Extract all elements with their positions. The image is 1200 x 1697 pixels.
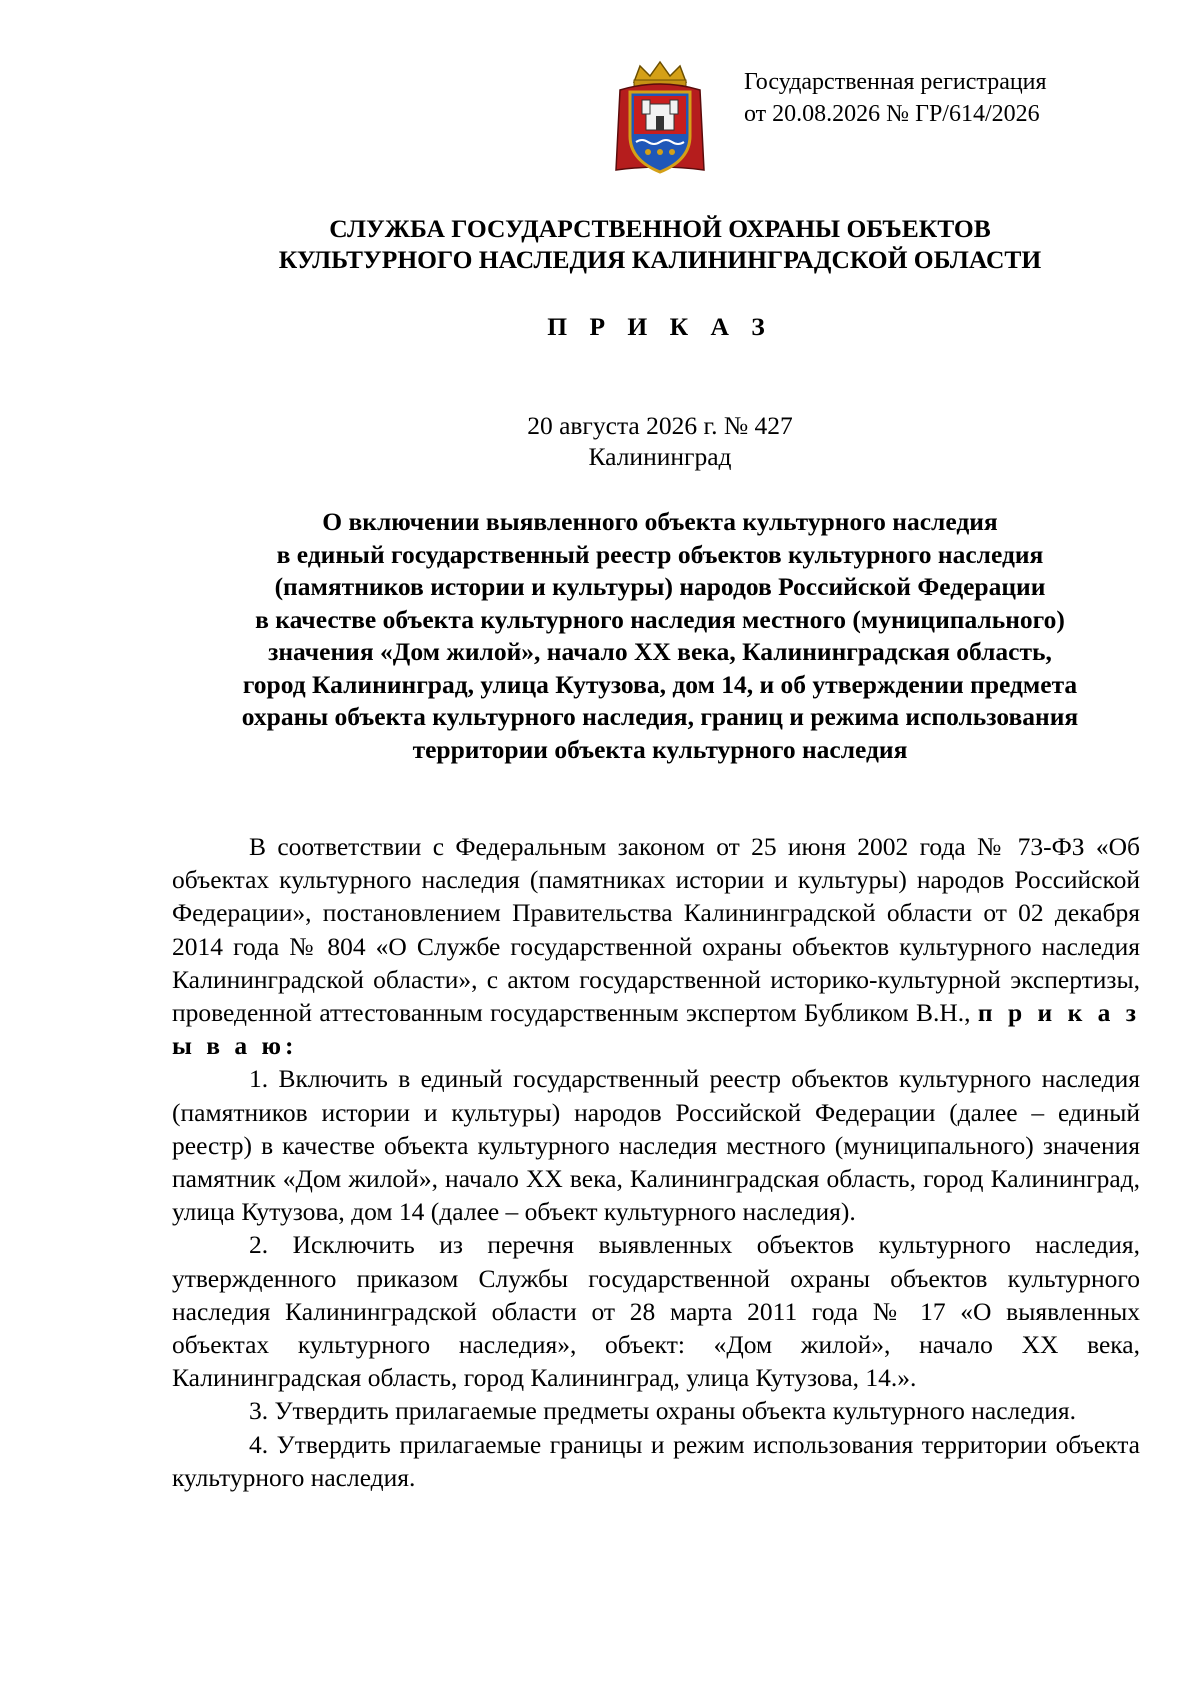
document-date-number: 20 августа 2026 г. № 427 [527,411,793,440]
title-line: О включении выявленного объекта культурного наследия [322,507,998,536]
order-item-1: 1. Включить в единый государственный реестр объектов культурного наследия (памятников истории и культуры) народов Российской Федерации (далее – единый реестр) в качестве объекта культурного наследия местного (муниципального) значения памятник «Дом жилой», начало XX века, Калининградская область, город Калининград, улица Кутузова, дом 14 (далее – объект культурного наследия). [172,1064,1140,1227]
document-city: Калининград [588,442,732,471]
title-line: значения «Дом жилой», начало XX века, Калининградская область, [268,637,1052,666]
document-title [160,506,1160,766]
document-body [172,830,1140,1494]
organization-line-2: КУЛЬТУРНОГО НАСЛЕДИЯ КАЛИНИНГРАДСКОЙ ОБЛАСТИ [278,245,1042,274]
order-item-2: 2. Исключить из перечня выявленных объектов культурного наследия, утвержденного приказом Службы государственной охраны объектов культурного наследия Калининградской области от 28 марта 2011 года № 17 «О выявленных объектах культурного наследия», объект: «Дом жилой», начало XX века, Калининградская область, город Калининград, улица Кутузова, 14.». [172,1230,1140,1393]
organization-line-1: СЛУЖБА ГОСУДАРСТВЕННОЙ ОХРАНЫ ОБЪЕКТОВ [329,214,991,243]
document-type: П Р И К А З [547,312,773,341]
title-line: территории объекта культурного наследия [412,734,908,764]
preamble-paragraph [172,830,1140,1062]
order-verb: п р и к а з ы в а ю: [172,998,1140,1061]
registration-note [744,66,1047,130]
title-line: в качестве объекта культурного наследия местного (муниципального) [255,604,1065,634]
registration-date-number: от 20.08.2026 № ГР/614/2026 [744,101,1040,127]
order-item-3: 3. Утвердить прилагаемые предметы охраны объекта культурного наследия. [249,1396,1076,1426]
title-line: в единый государственный реестр объектов культурного наследия [276,539,1044,569]
preamble-text: В соответствии с Федеральным законом от 25 июня 2002 года № 73-ФЗ «Об объектах культурного наследия (памятниках истории и культуры) народов Российской Федерации», постановлением Правительства Калининградской области от 02 декабря 2014 года № 804 «О Службе государственной охраны объектов культурного наследия Калининградской области», с актом государственной историко-культурной экспертизы, проведенной аттестованным государственным экспертом Бубликом В.Н., [172,832,1140,1028]
organization-name [160,213,1160,275]
coat-of-arms-icon [612,60,708,178]
title-line: охраны объекта культурного наследия, границ и режима использования [241,702,1079,731]
order-item-4: 4. Утвердить прилагаемые границы и режим использования территории объекта культурного наследия. [172,1429,1140,1492]
registration-line: Государственная регистрация [744,69,1047,95]
title-line: (памятников истории и культуры) народов Российской Федерации [274,572,1046,601]
date-place-block [160,410,1160,472]
title-line: город Калининград, улица Кутузова, дом 14, и об утверждении предмета [242,669,1078,699]
